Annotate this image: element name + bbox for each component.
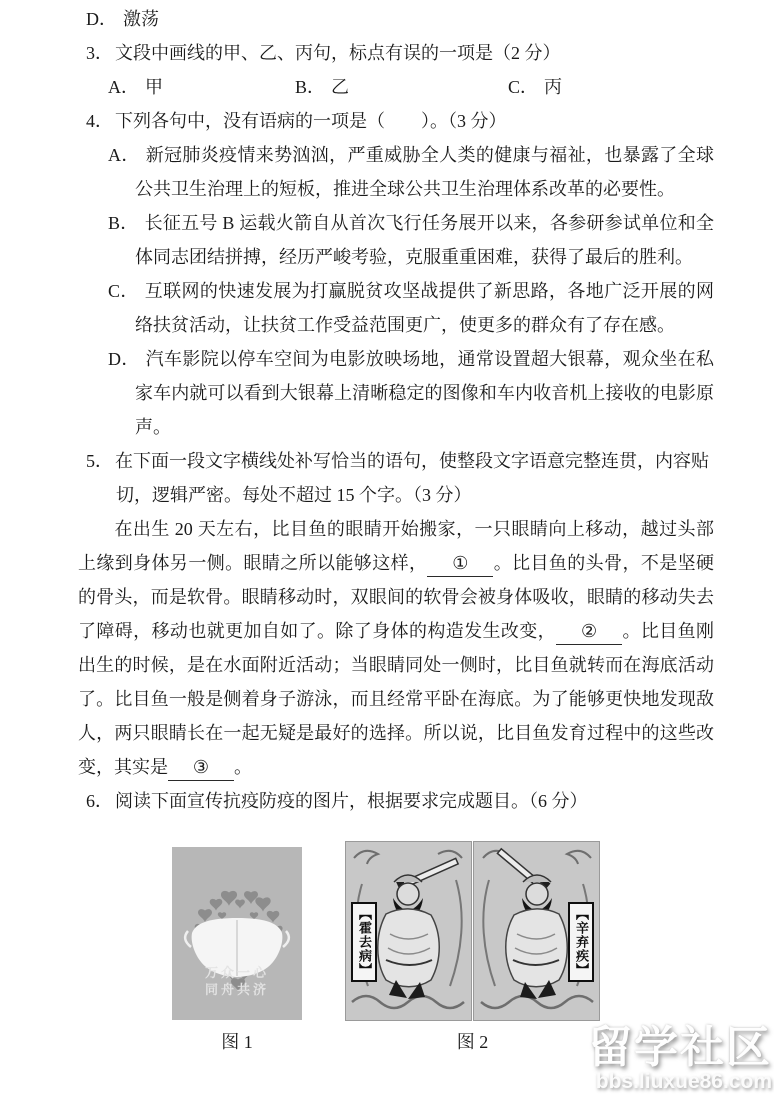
- fill-blank-3: ③: [168, 754, 234, 781]
- question-3-options: [78, 70, 714, 104]
- figure-2: [346, 842, 599, 1059]
- q4-option-a: [78, 138, 714, 206]
- slogan-line-1: 万众一心: [204, 965, 269, 980]
- option-text: 长征五号 B 运载火箭自从首次飞行任务展开以来，各参研参试单位和全体同志团结拼搏，经历严峻考验，克服重重困难，获得了最后的胜利。: [135, 213, 714, 267]
- option-d-previous: [78, 2, 714, 36]
- option-text: 乙: [331, 77, 350, 97]
- option-label: A．: [108, 145, 140, 165]
- banner-left: 【霍去病】: [351, 902, 377, 982]
- question-4-text: 下列各句中，没有语病的一项是（ ）。（3 分）: [115, 111, 507, 131]
- question-3-text: 文段中画线的甲、乙、丙句，标点有误的一项是（2 分）: [115, 43, 561, 63]
- fill-blank-2: ②: [556, 618, 622, 645]
- figure-2-caption: 图 2: [456, 1032, 489, 1052]
- figure-1-poster: [172, 847, 302, 1020]
- option-text: 激荡: [123, 9, 159, 29]
- question-5-stem: [78, 444, 714, 512]
- door-god-right-panel: [474, 842, 599, 1020]
- banner-right: 【辛弃疾】: [568, 902, 594, 982]
- figure-1: [172, 847, 302, 1059]
- door-god-left-panel: [346, 842, 471, 1020]
- question-5-text: 在下面一段文字横线处补写恰当的语句，使整段文字语意完整连贯，内容贴切，逻辑严密。每处不超过 15 个字。（3 分）: [115, 451, 709, 505]
- option-text: 丙: [544, 77, 563, 97]
- option-text: 互联网的快速发展为打赢脱贫攻坚战提供了新思路，各地广泛开展的网络扶贫活动，让扶贫工作受益范围更广，使更多的群众有了存在感。: [135, 281, 714, 335]
- question-4-number: 4．: [86, 111, 113, 131]
- option-label: B．: [295, 77, 326, 97]
- q3-option-b: [295, 70, 349, 104]
- option-text: 新冠肺炎疫情来势汹汹，严重威胁全人类的健康与福祉，也暴露了全球公共卫生治理上的短板，推进全球公共卫生治理体系改革的必要性。: [135, 145, 714, 199]
- q4-option-d: [78, 342, 714, 444]
- slogan-line-2: 同舟共济: [204, 982, 269, 997]
- watermark-title: 留学社区: [588, 1023, 772, 1072]
- exam-content: [78, 2, 714, 1059]
- option-text: 甲: [145, 77, 163, 97]
- q4-option-b: [78, 206, 714, 274]
- question-3-stem: [78, 36, 714, 70]
- question-3-number: 3．: [86, 43, 113, 63]
- figure-2-panels: [346, 842, 599, 1020]
- option-label: D．: [86, 9, 117, 29]
- watermark-url[interactable]: bbs.liuxue86.com: [595, 1070, 772, 1093]
- question-4-stem: [78, 104, 714, 138]
- figure-1-caption: 图 1: [221, 1032, 253, 1052]
- option-text: 汽车影院以停车空间为电影放映场地，通常设置超大银幕，观众坐在私家车内就可以看到大银幕上清晰稳定的图像和车内收音机上接收的电影原声。: [135, 349, 714, 437]
- question-6-text: 阅读下面宣传抗疫防疫的图片，根据要求完成题目。（6 分）: [115, 791, 588, 811]
- poster-slogan: [172, 964, 302, 998]
- question-6-number: 6．: [86, 791, 113, 811]
- passage-text-4: 。: [234, 757, 252, 777]
- option-label: B．: [108, 213, 139, 233]
- option-label: C．: [108, 281, 139, 301]
- option-label: C．: [508, 77, 539, 97]
- q4-option-c: [78, 274, 714, 342]
- passage-text-3: 。比目鱼刚出生的时候，是在水面附近活动；当眼睛同处一侧时，比目鱼就转而在海底活动了。比目鱼一般是侧着身子游泳，而且经常平卧在海底。为了能够更快地发现敌人，两只眼睛长在一起无疑是最好的选择。所以说，比目鱼发育过程中的这些改变，其实是: [78, 621, 714, 777]
- q3-option-a: [108, 70, 163, 104]
- question-6-stem: [78, 784, 714, 818]
- option-label: A．: [108, 77, 139, 97]
- watermark: [588, 1023, 772, 1094]
- question-5-passage: [78, 512, 714, 784]
- option-label: D．: [108, 349, 140, 369]
- passage-text-1: 在出生 20 天左右，比目鱼的眼睛开始搬家，一只眼睛向上移动，越过头部上缘到身体另一侧。眼睛之所以能够这样，: [78, 519, 714, 573]
- fill-blank-1: ①: [427, 550, 493, 577]
- passage-text-2: 。比目鱼的头骨，不是坚硬的骨头，而是软骨。眼睛移动时，双眼间的软骨会被身体吸收，眼睛的移动失去了障碍，移动也就更加自如了。除了身体的构造发生改变，: [78, 553, 715, 641]
- question-5-number: 5．: [86, 451, 113, 471]
- q3-option-c: [508, 70, 562, 104]
